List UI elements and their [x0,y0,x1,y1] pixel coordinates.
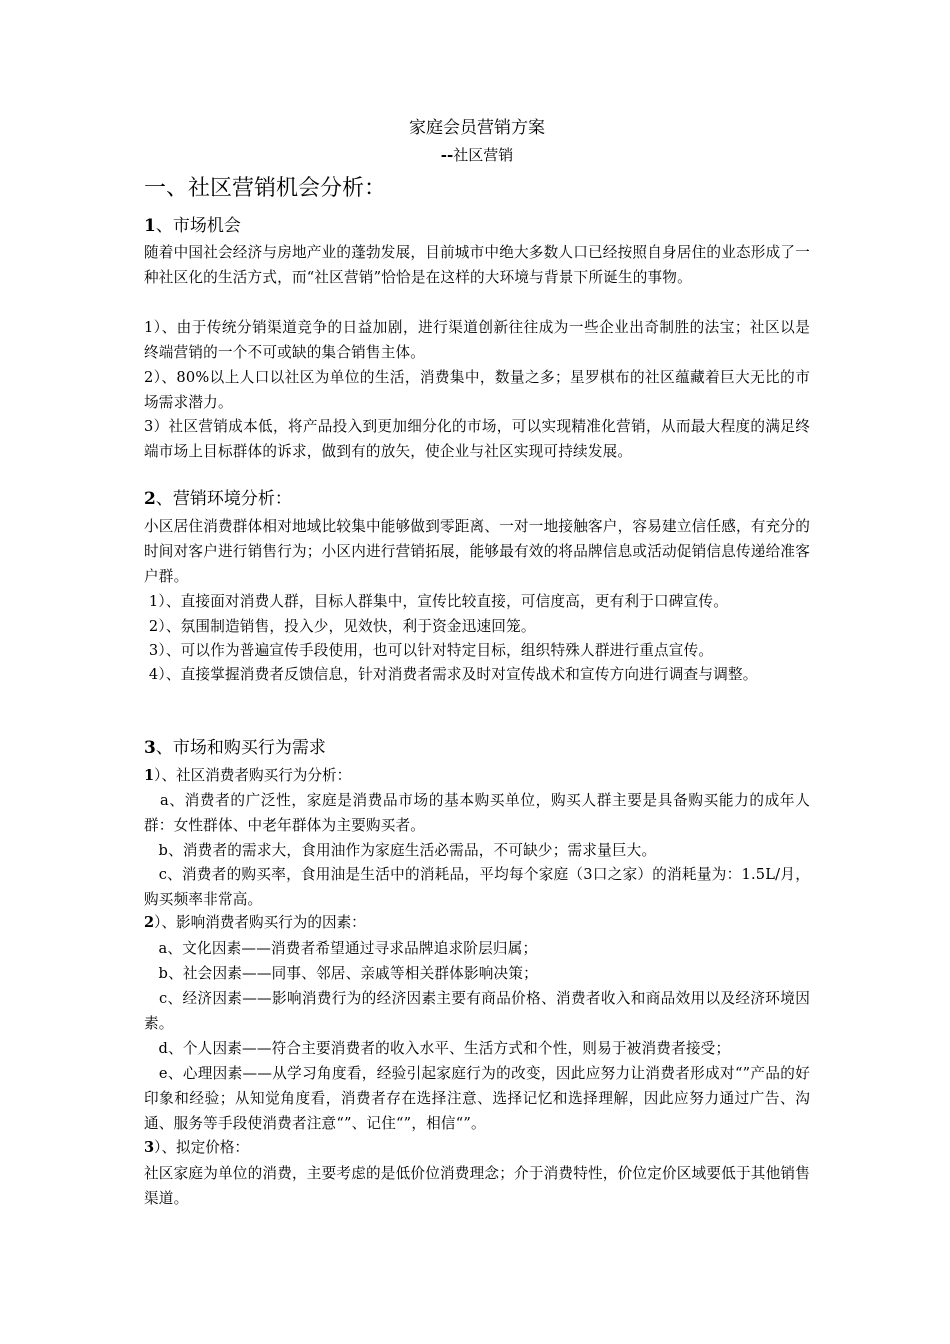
item-2-number: 2 [144,914,155,931]
paragraph-environment-2: 2）、氛围制造销售，投入少，见效快，利于资金迅速回笼。 [144,618,536,635]
paragraph-factor-economic: c、经济因素——影响消费行为的经济因素主要有商品价格、消费者收入和商品效用以及经济环境因素。 [144,990,810,1032]
paragraph-pricing: 社区家庭为单位的消费，主要考虑的是低价位消费理念；介于消费特性，价位定价区域要低于其他销售渠道。 [144,1165,810,1207]
item-3-heading [144,1135,249,1160]
paragraph-behavior-b: b、消费者的需求大，食用油作为家庭生活必需品，不可缺少；需求量巨大。 [144,842,657,859]
subsection-3-number: 3 [144,738,156,758]
subsection-1-number: 1 [144,216,156,236]
paragraph-factor-personal: d、个人因素——符合主要消费者的收入水平、生活方式和个性，则易于被消费者接受； [144,1040,731,1057]
section-1-heading: 一、社区营销机会分析： [144,176,387,201]
item-2-title: ）、影响消费者购买行为的因素： [154,914,366,931]
document-subtitle [144,144,810,166]
paragraph-market-1: 1）、由于传统分销渠道竞争的日益加剧，进行渠道创新往往成为一些企业出奇制胜的法宝；社区以是终端营销的一个不可或缺的集合销售主体。 [144,319,810,361]
subsection-1-title: 、市场机会 [155,216,241,236]
item-1-number: 1 [144,767,155,784]
paragraph-factor-social: b、社会因素——同事、邻居、亲戚等相关群体影响决策； [144,965,538,982]
subsection-3-title: 、市场和购买行为需求 [155,738,326,758]
paragraph-behavior-a: a、消费者的广泛性，家庭是消费品市场的基本购买单位，购买人群主要是具备购买能力的成年人群：女性群体、中老年群体为主要购买者。 [144,792,810,834]
document-title: 家庭会员营销方案 [409,118,545,138]
paragraph-market-2: 2）、80%以上人口以社区为单位的生活，消费集中，数量之多；星罗棋布的社区蕴藏着巨大无比的市场需求潜力。 [144,369,810,411]
paragraph-behavior-c: c、消费者的购买率，食用油是生活中的消耗品，平均每个家庭（3口之家）的消耗量为：1.5L/月，购买频率非常高。 [144,866,810,908]
paragraph-environment-3: 3）、可以作为普遍宣传手段使用，也可以针对特定目标，组织特殊人群进行重点宣传。 [144,642,714,659]
subtitle-dashes: -- [440,146,454,164]
paragraph-factor-culture: a、文化因素——消费者希望通过寻求品牌追求阶层归属； [144,940,538,957]
subsection-2-number: 2 [144,489,156,509]
paragraph-factor-psychological: e、心理因素——从学习角度看，经验引起家庭行为的改变，因此应努力让消费者形成对“”产品的好印象和经验；从知觉角度看，消费者存在选择注意、选择记忆和选择理解，因此应努力通过广告、沟通、服务等手段使消费者注意“”、记住“”，相信“”。 [144,1065,810,1132]
item-3-title: ）、拟定价格： [154,1139,250,1156]
item-3-number: 3 [144,1139,155,1156]
paragraph-environment-intro: 小区居住消费群体相对地域比较集中能够做到零距离、一对一地接触客户，容易建立信任感，有充分的时间对客户进行销售行为；小区内进行营销拓展，能够最有效的将品牌信息或活动促销信息传递给准客户群。 [144,518,810,585]
item-2-heading [144,910,366,935]
paragraph-environment-4: 4）、直接掌握消费者反馈信息，针对消费者需求及时对宣传战术和宣传方向进行调查与调整。 [144,666,758,683]
paragraph-environment-1: 1）、直接面对消费人群，目标人群集中，宣传比较直接，可信度高，更有利于口碑宣传。 [144,593,728,610]
subsection-1-heading [144,214,241,238]
paragraph-market-intro: 随着中国社会经济与房地产业的蓬勃发展，目前城市中绝大多数人口已经按照自身居住的业态形成了一种社区化的生活方式，而“社区营销”恰恰是在这样的大环境与背景下所诞生的事物。 [144,244,810,286]
paragraph-market-3: 3）社区营销成本低，将产品投入到更加细分化的市场，可以实现精准化营销，从而最大程度的满足终端市场上目标群体的诉求，做到有的放矢，使企业与社区实现可持续发展。 [144,418,810,460]
subsection-3-heading [144,736,326,760]
item-1-title: ）、社区消费者购买行为分析： [154,767,352,784]
subsection-2-title: 、营销环境分析： [155,489,292,509]
item-1-heading [144,763,351,788]
subtitle-text: 社区营销 [453,146,514,164]
subsection-2-heading [144,487,292,511]
